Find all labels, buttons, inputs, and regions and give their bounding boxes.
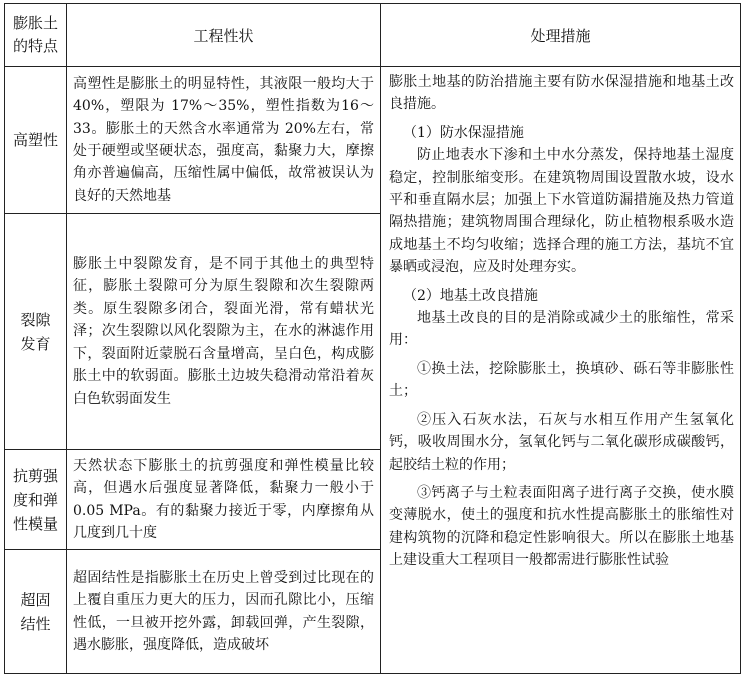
measures-cell [381,67,741,674]
table-row [5,67,741,214]
feature-cell [5,214,67,450]
feature-cell [5,67,67,214]
properties-cell: 超固结性是指膨胀土在历史上曾受到过比现在的上覆自重压力更大的压力，因而孔隙比小，压缩性低，一旦被开挖外露，卸载回弹，产生裂隙，遇水膨胀，强度降低，造成破坏 [67,550,381,674]
header-measures: 处理措施 [381,4,741,67]
measures-section2-text: 地基土改良的目的是消除或减少土的胀缩性，常采用： [389,310,734,349]
measures-section2-title: （2）地基土改良措施 [403,287,538,304]
measures-item-2: ②压入石灰水法，石灰与水相互作用产生氢氧化钙，吸收周围水分，氢氧化钙与二氧化碳形成碳酸钙，起胶结土粒的作用； [389,411,734,473]
feature-text: 超固 结性 [20,590,51,633]
header-feature-text: 膨胀土 的特点 [12,14,58,55]
measures-intro: 膨胀土地基的防治措施主要有防水保湿措施和地基土改良措施。 [389,74,734,113]
properties-cell: 高塑性是膨胀土的明显特性，其液限一般均大于 40%，塑限为 17%～35%，塑性指数为16～33。膨胀土的天然含水率通常为 20%左右，常处于硬塑或坚硬状态，强度高，黏聚力大，摩擦角亦普遍偏高，压缩性属中偏低，故常被误认为良好的天然地基 [67,67,381,214]
measures-section1-text: 防止地表水下渗和土中水分蒸发，保持地基土湿度稳定，控制胀缩变形。在建筑物周围设置散水坡，设水平和垂直隔水层；加强上下水管道防漏措施及热力管道隔热措施；建筑物周围合理绿化，防止植物根系吸水造成地基土不均匀收缩；选择合理的施工方法，基坑不宜暴晒或浸泡，应及时处理夯实。 [389,147,734,276]
feature-text: 裂隙 发育 [20,310,51,353]
table-header-row [5,4,741,67]
feature-text: 高塑性 [12,131,58,149]
header-properties: 工程性状 [67,4,381,67]
header-feature [5,4,67,67]
feature-cell [5,550,67,674]
expansive-soil-table [4,3,741,674]
measures-item-1: ①换土法，挖除膨胀土，换填砂、砾石等非膨胀性土； [389,360,734,400]
measures-section1-title: （1）防水保湿措施 [403,124,524,141]
measures-item-3: ③钙离子与土粒表面阳离子进行离子交换，使水膜变薄脱水，使土的强度和抗水性提高膨胀土的胀缩性对建构筑物的沉降和稳定性影响很大。所以在膨胀土地基上建设重大工程项目一般都需进行膨胀性试验 [389,484,734,569]
feature-text: 抗剪强 度和弹 性模量 [12,466,58,533]
feature-cell [5,450,67,550]
properties-cell: 天然状态下膨胀土的抗剪强度和弹性模量比较高，但遇水后强度显著降低，黏聚力一般小于 0.05 MPa。有的黏聚力接近于零，内摩擦角从几度到几十度 [67,450,381,550]
table-container [4,3,740,653]
properties-cell: 膨胀土中裂隙发育，是不同于其他土的典型特征，膨胀土裂隙可分为原生裂隙和次生裂隙两类。原生裂隙多闭合，裂面光滑，常有蜡状光泽；次生裂隙以风化裂隙为主，在水的淋滤作用下，裂面附近蒙脱石含量增高，呈白色，构成膨胀土中的软弱面。膨胀土边坡失稳滑动常沿着灰白色软弱面发生 [67,214,381,450]
